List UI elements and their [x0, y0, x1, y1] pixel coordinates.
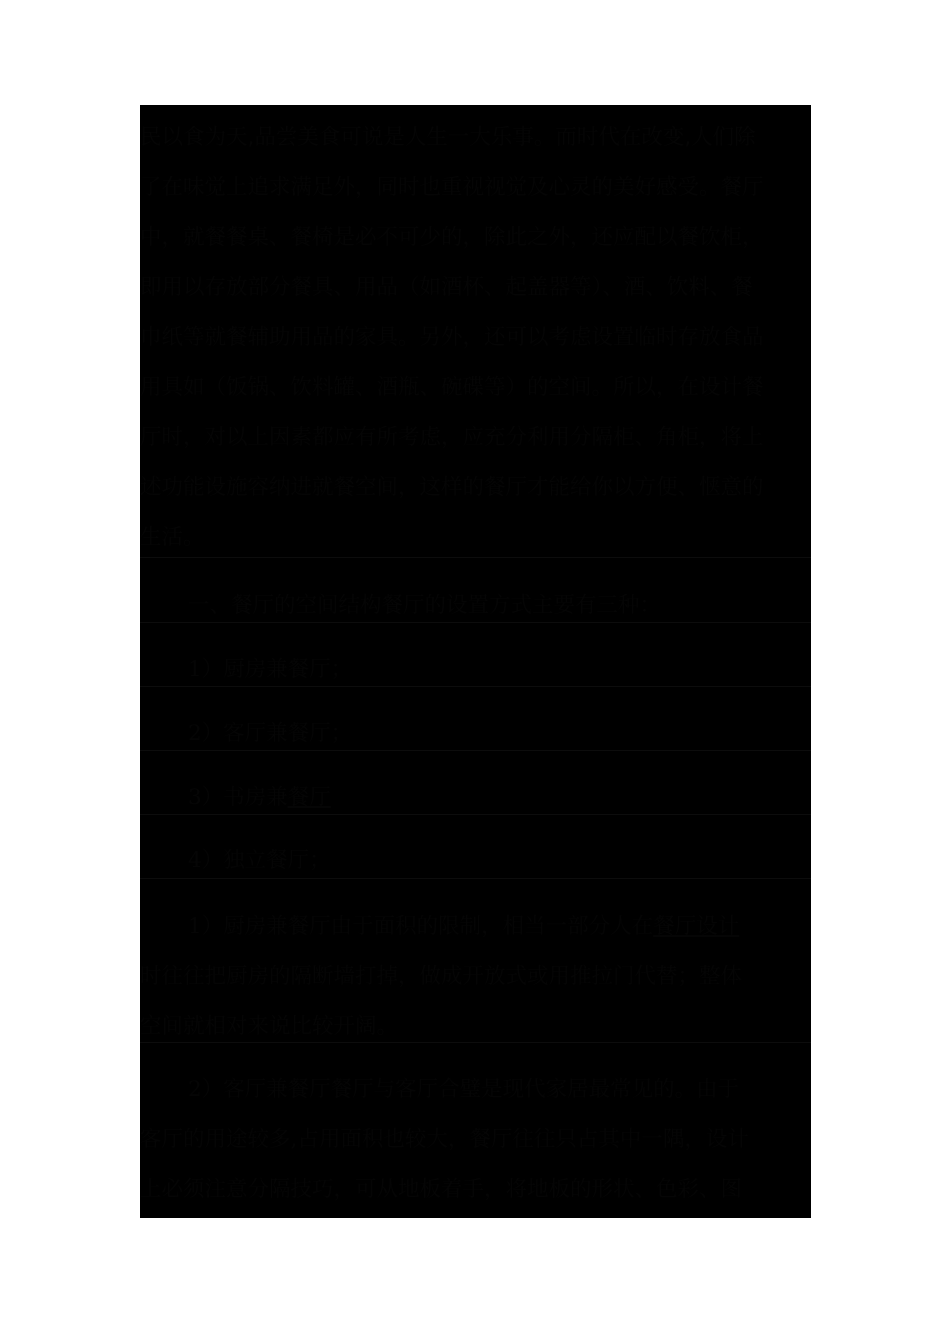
- intro-line: 即用以存放部分餐具、用品（如酒杯、起盖器等）、酒、饮料、餐: [140, 275, 753, 300]
- list-item-text: 2）客厅兼餐厅；: [188, 721, 353, 746]
- list-item-text: 1）厨房兼餐厅；: [188, 657, 353, 682]
- section-divider: [140, 1042, 811, 1043]
- intro-line: 民以食为天,品尝美食可说是人生一大乐事。而时代在改变,人们除: [140, 125, 756, 150]
- list-item: [140, 709, 811, 759]
- section-divider: [140, 814, 811, 815]
- paragraph-line: 空间就相对来说比较开阔。: [140, 1014, 399, 1039]
- section-heading: [140, 581, 811, 631]
- intro-paragraph: [140, 113, 811, 563]
- paragraph-line: [140, 902, 811, 952]
- section-divider: [140, 622, 811, 623]
- kitchen-dining-paragraph: [140, 902, 811, 1052]
- text-block: [140, 105, 811, 1218]
- intro-line: 了在味觉上追求满足外，同时也重视视觉及心灵的美好感受。餐厅: [140, 175, 764, 200]
- paragraph-line: 2）客厅兼餐厅餐厅与客厅合璧是现代家居最常见的。由于: [188, 1077, 740, 1102]
- list-item: [140, 645, 811, 695]
- list-item-text: [140, 773, 811, 823]
- intro-line: 用具如（饭锅、饮料罐、酒瓶、碗碟等）的空间。所以，在设计餐: [140, 375, 764, 400]
- dining-room-link[interactable]: 餐厅: [287, 785, 331, 810]
- paragraph-line: 时往往把厨房的隔断墙打掉，做成开放式或用推拉门代替；整体: [140, 964, 743, 989]
- list-item-text: 4）独立餐厅；: [188, 848, 331, 873]
- paragraph-line: 上必须注意分隔技巧，可从地板着手，将地板的形状、色彩、图: [140, 1177, 743, 1202]
- section-divider: [140, 557, 811, 558]
- intro-line: 巾纸等就餐辅助用品的家具。另外，还可以考虑设置临时存放食品: [140, 325, 764, 350]
- list-item-prefix: 3）书房兼: [188, 785, 288, 810]
- intro-line: 厅时，对以上因素都应有所考虑，应充分利用分隔柜、角柜，将上: [140, 425, 764, 450]
- intro-line: 中，就餐餐桌、餐椅是必不可少的，除此之外，还应配以餐饮柜，: [140, 225, 764, 250]
- dining-design-link[interactable]: 餐厅设计: [653, 914, 740, 939]
- living-dining-paragraph: [140, 1065, 811, 1215]
- intro-line: 述功能设施容纳进就餐空间，这样的餐厅才能给你以方便、惬意的: [140, 475, 764, 500]
- paragraph-line-prefix: 1）厨房兼餐厅由于面积的限制，相当一部分人在: [188, 914, 654, 939]
- intro-line: 生活。: [140, 525, 205, 550]
- section-divider: [140, 750, 811, 751]
- section-heading-text: 一、餐厅的空间结构餐厅的设置方式主要有三种：: [188, 593, 662, 618]
- list-item: [140, 773, 811, 823]
- section-divider: [140, 878, 811, 879]
- section-divider: [140, 686, 811, 687]
- paragraph-line: 客厅的用途较多,占用面积也较大，餐厅往往只占其中一隅，设计: [140, 1127, 749, 1152]
